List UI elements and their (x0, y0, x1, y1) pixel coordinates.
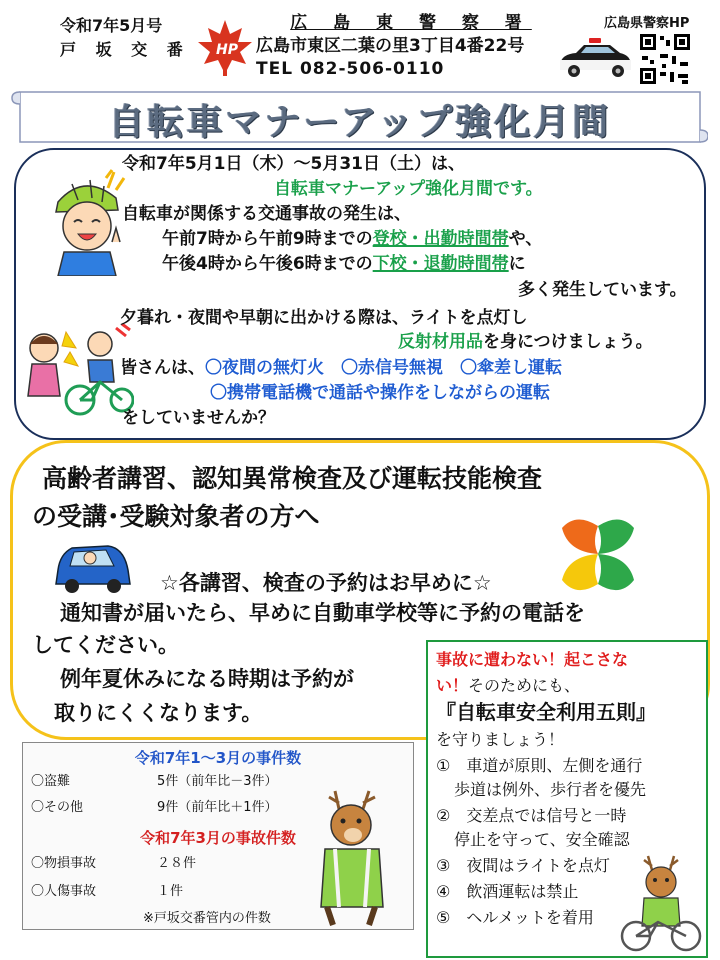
violations-list-1: 〇夜間の無灯火 〇赤信号無視 〇傘差し運転 (205, 358, 562, 378)
morning-time-text: 午前7時から午前9時までの (162, 229, 373, 249)
evening-suffix: に (508, 254, 526, 274)
period-text: 令和7年5月1日（木）～5月31日（土）は、 (122, 154, 465, 174)
rule-1a: ① 車道が原則、左側を通行 (436, 756, 643, 775)
notice-paragraph-3: 例年夏休みになる時期は予約が (60, 667, 354, 691)
banner-title: 自転車マナーアップ強化月間 (108, 102, 612, 143)
reflector-highlight: 反射材用品 (398, 332, 483, 352)
issue-label: 令和7年5月号 (60, 16, 163, 35)
notice-paragraph-2: してください。 (32, 633, 179, 657)
stats-footnote: ※戸坂交番管内の件数 (143, 911, 271, 926)
station-address: 広島市東区二葉の里3丁目4番22号 (256, 36, 525, 56)
police-car-icon (556, 34, 634, 80)
stat-value: ２８件 (157, 856, 197, 871)
cyclist-warning-icon (18, 322, 134, 418)
rules-call: を守りましょう！ (436, 730, 565, 749)
stat-label: 〇その他 (31, 800, 84, 815)
senior-driver-mark-icon (548, 506, 648, 602)
stat-row (31, 855, 196, 873)
newsletter-header (60, 14, 190, 62)
maple-leaf-logo-icon (196, 18, 254, 78)
rules-intro-line (436, 674, 580, 698)
commute-time-highlight: 登校・出勤時間帯 (372, 229, 509, 249)
stat-label: 〇人傷事故 (31, 884, 97, 899)
stat-value: 5件（前年比－3件） (157, 774, 278, 789)
violations-intro: 皆さんは、 (120, 358, 205, 378)
rules-title: 『自転車安全利用五則』 (436, 700, 656, 724)
rule-2a: ② 交差点では信号と一時 (436, 806, 627, 825)
campaign-name-text: 自転車マナーアップ強化月間です。 (274, 179, 543, 199)
evening-time-line (162, 252, 526, 276)
deer-cyclist-icon (618, 852, 704, 956)
notice-paragraph-4: 取りにくくなります。 (54, 701, 263, 725)
stat-value: １件 (157, 884, 184, 899)
notice-paragraph-1: 通知書が届いたら、早めに自動車学校等に予約の電話を (60, 601, 585, 625)
rules-intro-red-2: い！ (436, 676, 469, 695)
elderly-title-2: の受講･受験対象者の方へ (32, 502, 320, 531)
reservation-early-text: ☆各講習、検査の予約はお早めに☆ (160, 571, 492, 595)
reflector-line (398, 330, 653, 354)
stat-label: 〇物損事故 (31, 856, 97, 871)
qr-code-icon[interactable] (638, 32, 692, 86)
morning-time-line (162, 227, 542, 251)
frequency-text: 多く発生しています。 (518, 280, 687, 300)
accident-stats-title: 令和7年3月の事故件数 (140, 829, 296, 847)
accident-intro-text: 自転車が関係する交通事故の発生は、 (122, 204, 411, 224)
evening-time-text: 午後4時から午後6時までの (162, 254, 373, 274)
stat-value: 9件（前年比＋1件） (157, 800, 278, 815)
question-text: をしていませんか？ (122, 408, 275, 428)
violations-list-2: 〇携帯電話機で通話や操作をしながらの運転 (210, 383, 550, 403)
rule-4: ④ 飲酒運転は禁止 (436, 882, 579, 901)
return-time-highlight: 下校・退勤時間帯 (372, 254, 509, 274)
incident-stats-title: 令和7年1～3月の事件数 (134, 749, 302, 767)
station-name: 広 島 東 警 察 署 (290, 13, 532, 33)
elderly-title-1: 高齢者講習、認知異常検査及び運転技能検査 (42, 464, 543, 493)
station-info (256, 12, 546, 81)
violations-line (120, 356, 562, 380)
station-tel: TEL 082-506-0110 (256, 59, 445, 79)
incident-stats-box (22, 742, 414, 930)
bicycle-rules-box (426, 640, 708, 958)
deer-mascot-icon (299, 783, 409, 927)
rules-intro-red-1: 事故に遭わない！起こさな (436, 650, 629, 669)
rule-2b: 停止を守って、安全確認 (454, 830, 630, 849)
stat-row (31, 773, 278, 791)
stat-row (31, 883, 183, 901)
rule-1b: 歩道は例外、歩行者を優先 (454, 780, 647, 799)
morning-suffix: や、 (508, 229, 543, 249)
rules-intro-rest: そのためにも、 (468, 676, 581, 695)
stat-row (31, 799, 278, 817)
hp-label: 広島県警察HP (604, 16, 690, 31)
reflector-suffix: を身につけましょう。 (483, 332, 653, 352)
koban-name: 戸 坂 交 番 (60, 40, 190, 59)
light-advice-text: 夕暮れ・夜間や早朝に出かける際は、ライトを点灯し (120, 308, 528, 328)
stat-label: 〇盗難 (31, 774, 71, 789)
elderly-driver-car-icon (52, 534, 134, 594)
rule-3: ③ 夜間はライトを点灯 (436, 856, 610, 875)
svg-text:HP: HP (216, 42, 238, 58)
rule-5: ⑤ ヘルメットを着用 (436, 908, 594, 927)
